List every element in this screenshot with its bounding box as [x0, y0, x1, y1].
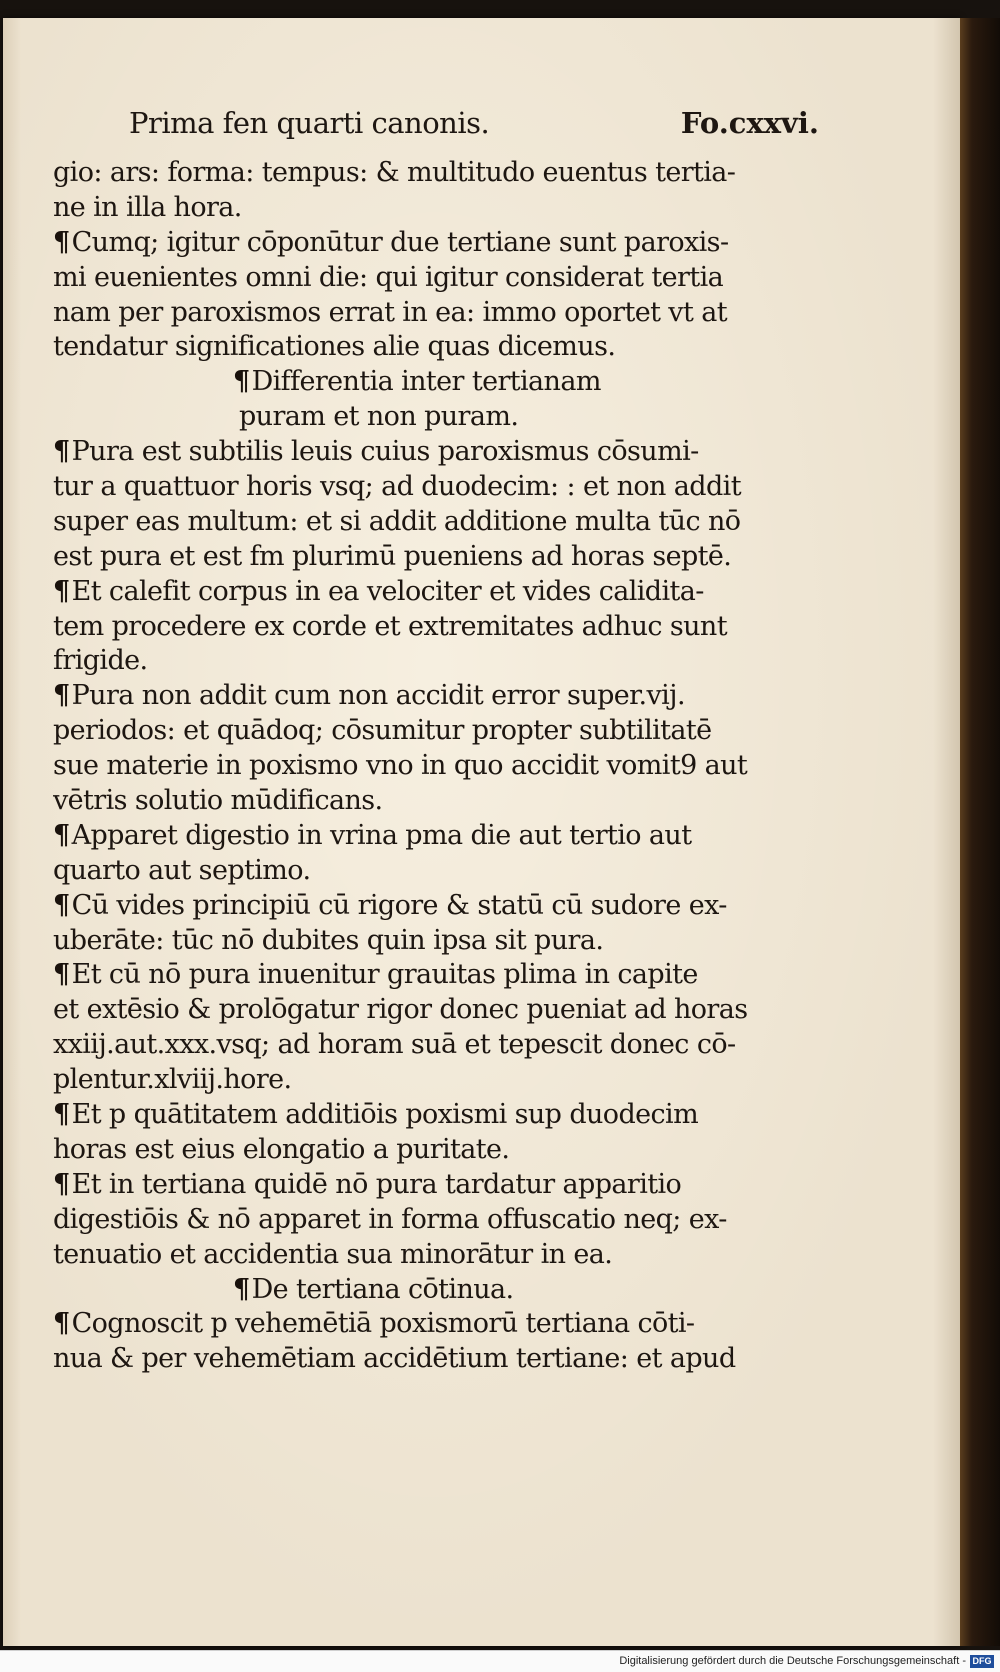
- line-text: digestiōis & nō apparet in forma offuscatio neq; ex-: [53, 1203, 727, 1235]
- line-text: frigide.: [53, 645, 148, 677]
- text-line: [53, 575, 833, 610]
- text-line: [53, 435, 833, 470]
- text-line: [53, 924, 833, 959]
- text-line: [53, 1063, 833, 1098]
- text-line: [53, 1028, 833, 1063]
- line-text: nam per paroxismos errat in ea: immo oportet vt at: [53, 296, 727, 328]
- line-text: Cumq; igitur cōponūtur due tertiane sunt paroxis-: [71, 226, 729, 258]
- pilcrow-icon: ¶: [53, 1308, 70, 1340]
- section-heading: [53, 400, 833, 435]
- text-line: [53, 749, 833, 784]
- line-text: Cū vides principiū cū rigore & statū cū sudore ex-: [71, 889, 727, 921]
- line-text: Differentia inter tertianam: [251, 366, 601, 398]
- line-text: Pura non addit cum non accidit error super.vij.: [71, 680, 685, 712]
- folio-number: Fo.cxxvi.: [680, 106, 819, 140]
- text-line: [53, 296, 833, 331]
- text-line: [53, 714, 833, 749]
- running-title: Prima fen quarti canonis.: [129, 106, 490, 140]
- line-text: uberāte: tūc nō dubites quin ipsa sit pura.: [53, 924, 604, 956]
- text-line: [53, 889, 833, 924]
- line-text: Et in tertiana quidē nō pura tardatur apparitio: [71, 1168, 682, 1200]
- line-text: mi euenientes omni die: qui igitur considerat tertia: [53, 261, 724, 293]
- text-line: [53, 610, 833, 645]
- line-text: gio: ars: forma: tempus: & multitudo euentus tertia-: [53, 157, 736, 188]
- footer-credit: Digitalisierung gefördert durch die Deutsche Forschungsgemeinschaft -: [619, 1655, 966, 1667]
- line-text: vētris solutio mūdificans.: [53, 785, 383, 817]
- text-line: [53, 505, 833, 540]
- line-text: xxiij.aut.xxx.vsq; ad horam suā et tepescit donec cō-: [53, 1029, 736, 1061]
- line-text: est pura et est fm plurimū pueniens ad horas septē.: [53, 540, 732, 572]
- text-line: [53, 330, 833, 365]
- pilcrow-icon: ¶: [53, 575, 70, 607]
- text-line: [53, 1238, 833, 1273]
- pilcrow-icon: ¶: [53, 1168, 70, 1200]
- pilcrow-icon: ¶: [53, 819, 70, 851]
- line-text: Cognoscit p vehemētiā poxismorū tertiana cōti-: [71, 1308, 695, 1340]
- line-text: De tertiana cōtinua.: [251, 1273, 514, 1305]
- text-line: [53, 819, 833, 854]
- text-line: [53, 644, 833, 679]
- line-text: plentur.xlviij.hore.: [53, 1064, 292, 1096]
- text-line: [53, 1098, 833, 1133]
- line-text: puram et non puram.: [239, 401, 519, 433]
- text-line: [53, 784, 833, 819]
- text-line: [53, 679, 833, 714]
- line-text: tenuatio et accidentia sua minorātur in ea.: [53, 1238, 613, 1270]
- text-line: [53, 261, 833, 296]
- text-line: [53, 854, 833, 889]
- line-text: ne in illa hora.: [53, 191, 242, 223]
- text-line: [53, 191, 833, 226]
- line-text: tur a quattuor horis vsq; ad duodecim: : et non addit: [53, 471, 741, 503]
- book-page: [3, 18, 960, 1646]
- text-line: [53, 993, 833, 1028]
- pilcrow-icon: ¶: [53, 1099, 70, 1131]
- pilcrow-icon: ¶: [53, 889, 70, 921]
- text-line: [53, 1133, 833, 1168]
- pilcrow-icon: ¶: [233, 1273, 250, 1305]
- text-line: [53, 1168, 833, 1203]
- page-header: [129, 106, 819, 152]
- text-block: [53, 156, 833, 1377]
- line-text: et extēsio & prolōgatur rigor donec pueniat ad horas: [53, 994, 748, 1026]
- pilcrow-icon: ¶: [53, 436, 70, 468]
- line-text: periodos: et quādoq; cōsumitur propter subtilitatē: [53, 715, 712, 747]
- line-text: sue materie in poxismo vno in quo accidit vomit9 aut: [53, 750, 748, 782]
- line-text: tem procedere ex corde et extremitates adhuc sunt: [53, 610, 727, 642]
- text-line: [53, 226, 833, 261]
- line-text: Et calefit corpus in ea velociter et vides calidita-: [71, 575, 704, 607]
- section-heading: [53, 365, 833, 400]
- line-text: Pura est subtilis leuis cuius paroxismus cōsumi-: [71, 436, 699, 468]
- line-text: super eas multum: et si addit additione multa tūc nō: [53, 505, 741, 537]
- book-gutter: [960, 18, 1000, 1646]
- line-text: Et cū nō pura inuenitur grauitas plima in capite: [71, 959, 698, 991]
- section-heading: [53, 1273, 833, 1308]
- footer-bar: [0, 1650, 1000, 1672]
- pilcrow-icon: ¶: [53, 680, 70, 712]
- line-text: tendatur significationes alie quas dicemus.: [53, 331, 616, 363]
- line-text: nua & per vehemētiam accidētium tertiane: et apud: [53, 1343, 736, 1375]
- pilcrow-icon: ¶: [233, 366, 250, 398]
- line-text: quarto aut septimo.: [53, 854, 311, 886]
- text-line: [53, 540, 833, 575]
- pilcrow-icon: ¶: [53, 226, 70, 258]
- text-line: [53, 1203, 833, 1238]
- line-text: Apparet digestio in vrina pma die aut tertio aut: [71, 819, 692, 851]
- text-line: [53, 156, 833, 191]
- pilcrow-icon: ¶: [53, 959, 70, 991]
- dfg-logo-icon: DFG: [970, 1655, 994, 1668]
- text-line: [53, 470, 833, 505]
- line-text: horas est eius elongatio a puritate.: [53, 1133, 510, 1165]
- text-line: [53, 1342, 833, 1377]
- text-line: [53, 958, 833, 993]
- text-line: [53, 1307, 833, 1342]
- line-text: Et p quātitatem additiōis poxismi sup duodecim: [71, 1099, 699, 1131]
